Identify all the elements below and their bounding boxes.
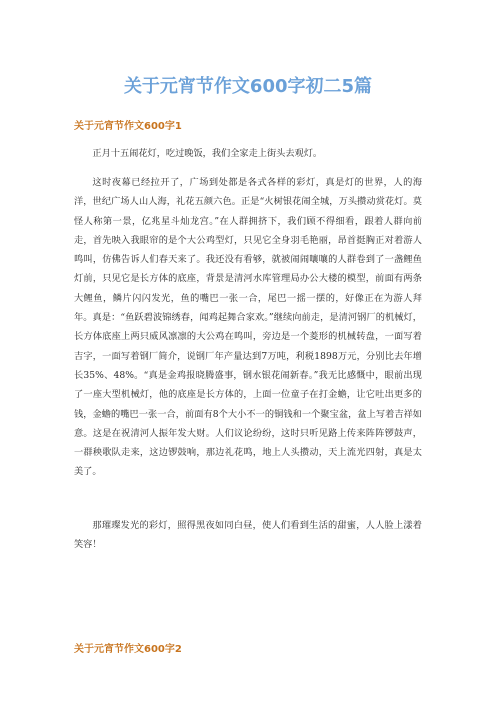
paragraph-1: 正月十五闹花灯，吃过晚饭，我们全家走上街头去观灯。 xyxy=(92,148,323,159)
document-title: 关于元宵节作文600字初二5篇 xyxy=(123,76,373,97)
section-heading-2: 关于元宵节作文600字2 xyxy=(74,644,182,655)
paragraph-3: 那璀璨发光的彩灯，照得黑夜如同白昼，使人们看到生活的甜蜜，人人脸上漾着笑容！ xyxy=(74,520,422,551)
paragraph-2: 这时夜幕已经拉开了，广场到处都是各式各样的彩灯，真是灯的世界，人的海洋，世纪广场人山人海，礼花五颜六色。正是“火树银花闹全城，万头攒动赏花灯。莫怪人称第一景，亿兆星斗灿龙宫。”在人群拥挤下，我们顾不得细看，跟着人群向前走，首先映入我眼帘的是个大公鸡型灯，只见它全身羽毛艳丽，昂首挺胸正对着游人鸣叫，仿佛告诉人们春天来了。我还没有看够，就被闹闹嚷嚷的人群卷到了一盏鲤鱼灯前，只见它是长方体的底座，背景是清河水库管理局办公大楼的模型，前面有两条大鲤鱼，鳞片闪闪发光，鱼的嘴巴一张一合，尾巴一摇一摆的，好像正在为游人拜年。真是：“鱼跃碧波锦绣春，闻鸡起舞合家欢。”继续向前走，是清河钢厂的机械灯，长方体底座上两只威风凛凛的大公鸡在鸣叫，旁边是一个菱形的机械转盘，一面写着吉字，一面写着钢厂简介，说钢厂年产量达到7万吨，利税1898万元，分别比去年增长35%、48%。“真是金鸡报晓腾盛事，钢水银花闹新春。”我无比感慨中，眼前出现了一座大型机械灯，他的底座是长方体的，上面一位童子在打金蟾，让它吐出更多的钱，金蟾的嘴巴一张一合，前面有8个大小不一的铜钱和一个聚宝盆，盆上写着吉祥如意。这是在祝清河人振年发大财。人们议论纷纷，这时只听见路上传来阵阵锣鼓声，一群秧歌队走来，这边锣鼓响，那边礼花鸣，地上人头攒动，天上流光四射，真是太美了。 xyxy=(74,177,422,478)
section-heading-1: 关于元宵节作文600字1 xyxy=(74,121,182,132)
